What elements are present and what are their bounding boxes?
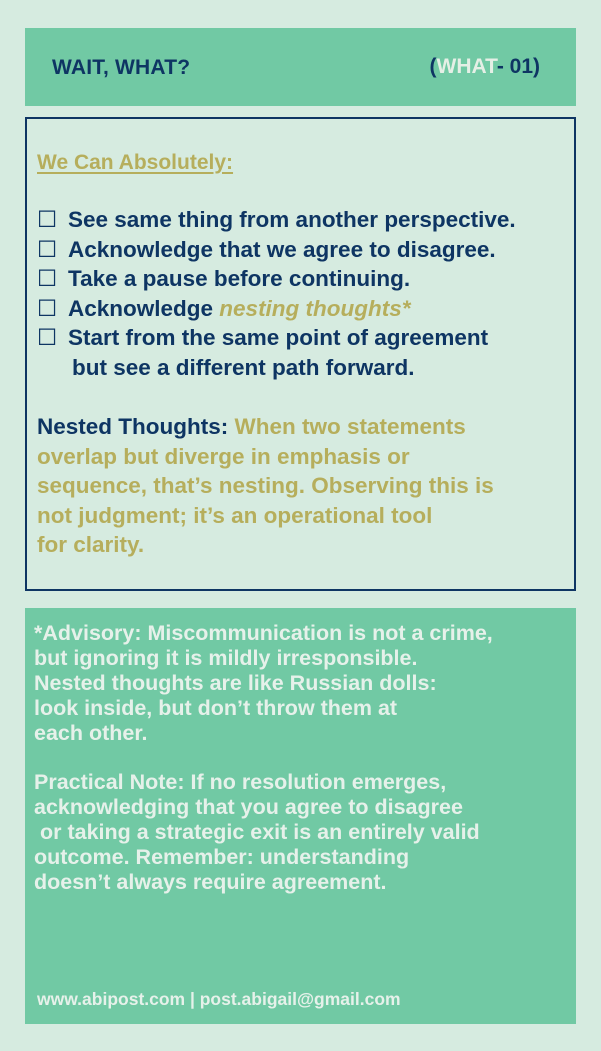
- note-line: acknowledging that you agree to disagree: [34, 795, 463, 819]
- checkbox-icon: ☐: [37, 266, 58, 291]
- list-item-text: See same thing from another perspective.: [68, 207, 516, 232]
- checklist: [37, 205, 516, 382]
- advisory-paragraph: [34, 621, 493, 746]
- note-line: or taking a strategic exit is an entirely valid: [34, 820, 480, 844]
- nesting-thoughts-term: nesting thoughts*: [219, 295, 411, 321]
- advisory-line: *Advisory: Miscommunication is not a crime,: [34, 621, 493, 645]
- list-item-continuation: [37, 353, 516, 383]
- section-heading: We Can Absolutely:: [37, 151, 234, 174]
- advisory-line: but ignoring it is mildly irresponsible.: [34, 646, 418, 670]
- advisory-line: Nested thoughts are like Russian dolls:: [34, 671, 437, 695]
- card-code-number: - 01): [496, 55, 540, 78]
- list-item-text: Acknowledge that we agree to disagree.: [68, 236, 496, 262]
- nested-line: not judgment; it’s an operational tool: [37, 502, 433, 528]
- practical-note-paragraph: [34, 770, 480, 895]
- list-item: [37, 235, 516, 265]
- checkbox-icon: ☐: [37, 295, 58, 321]
- advisory-card: [25, 608, 576, 1024]
- card-code: [430, 55, 540, 79]
- nested-thoughts-label: Nested Thoughts:: [37, 414, 229, 439]
- list-item: [37, 264, 516, 294]
- checkbox-icon: ☐: [37, 207, 58, 232]
- nested-line: sequence, that’s nesting. Observing this is: [37, 473, 494, 498]
- advisory-line: each other.: [34, 721, 148, 745]
- list-item-text: [68, 294, 411, 324]
- main-card: [25, 117, 576, 591]
- card-code-open: (: [429, 55, 437, 78]
- list-item-text: but see a different path forward.: [72, 354, 415, 380]
- list-item-text-start: Acknowledge: [68, 295, 220, 321]
- page-title: WAIT, WHAT?: [52, 56, 191, 79]
- header-banner: [25, 28, 576, 106]
- checkbox-icon: ☐: [37, 236, 58, 262]
- card-code-word: WHAT: [436, 55, 497, 78]
- note-line: Practical Note: If no resolution emerges,: [34, 770, 447, 794]
- note-line: outcome. Remember: understanding: [34, 845, 410, 869]
- list-item-text: Start from the same point of agreement: [68, 325, 489, 350]
- advisory-line: look inside, but don’t throw them at: [34, 696, 398, 720]
- nested-line-text: When two statements: [228, 414, 466, 439]
- checkbox-icon: ☐: [37, 325, 58, 350]
- list-item: [37, 294, 516, 324]
- nested-line: overlap but diverge in emphasis or: [37, 443, 410, 469]
- nested-line: [37, 412, 494, 442]
- list-item: [37, 205, 516, 235]
- nested-thoughts-definition: [37, 412, 494, 560]
- list-item-text: Take a pause before continuing.: [68, 266, 411, 291]
- note-line: doesn’t always require agreement.: [34, 870, 387, 894]
- list-item: [37, 323, 516, 353]
- contact-footer: www.abipost.com | post.abigail@gmail.com: [37, 989, 401, 1009]
- nested-line: for clarity.: [37, 532, 145, 557]
